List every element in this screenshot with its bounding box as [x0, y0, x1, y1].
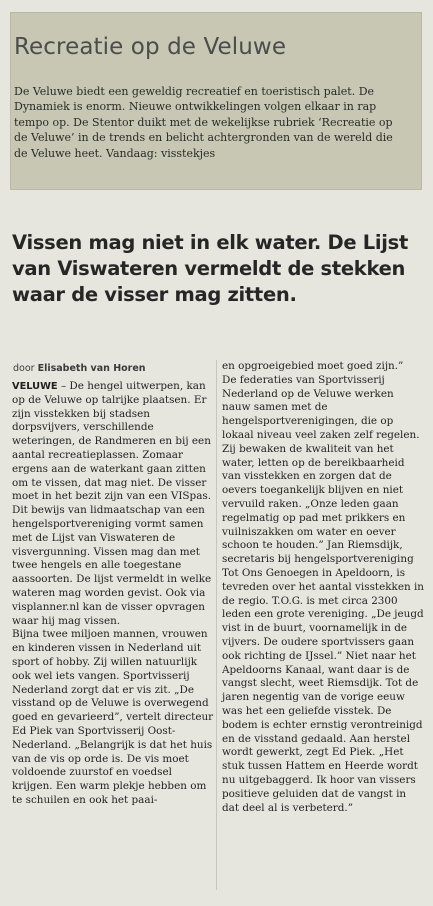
- paragraph-text: – De hengel uitwerpen, kan op de Veluwe op talrijke plaatsen. Er zijn visstekken bij stadsen dorpsvijvers, verschillende weteringen, de Randmeren en bij een aantal recreatieplassen. Zomaar ergens aan de waterkant gaan zitten om te vissen, dat mag niet. De visser moet in het bezit zijn van een VISpas.: [12, 380, 212, 503]
- byline-author: Elisabeth van Horen: [37, 363, 146, 374]
- article-paragraph: Dit bewijs van lidmaatschap van een hengelsportvereniging vormt samen met de Lijst van Viswateren de visvergunning. Vissen mag dan met twee hengels en alle toegestane aassoorten. De lijst vermeldt in welke wateren mag worden gevist. Ook via visplanner.nl kan de visser opvragen waar hij mag vissen.: [12, 504, 212, 627]
- rubric-intro: [14, 84, 404, 161]
- article-paragraph: [12, 380, 215, 504]
- article-paragraph: De federaties van Sportvisserij Nederland op de Veluwe werken nauw samen met de hengelsportverenigingen, die op lokaal niveau veel zaken zelf regelen. Zij bewaken de kwaliteit van het water, letten op de bereikbaarheid van visstekken en zorgen dat de oevers toegankelijk blijven en niet vervuild raken. „Onze leden gaan regelmatig op pad met prikkers en vuilniszakken om water en oever schoon te houden.” Jan Riemsdijk, secretaris bij hengelsportvereniging Tot Ons Genoegen in Apeldoorn, is tevreden over het aantal visstekken in de regio. T.O.G. is met circa 2300 leden een grote vereniging. „De jeugd vist in de buurt, voornamelijk in de vijvers. De oudere sportvissers gaan ook richting de IJssel.” Niet naar het Apeldoorns Kanaal, want daar is de vangst slecht, weet Riemsdijk. Tot de jaren negentig van de vorige eeuw was het een geliefde visstek. De bodem is echter ernstig verontreinigd en de visstand gedaald. Aan herstel wordt gewerkt, zegt Ed Piek. „Het stuk tussen Hattem en Heerde wordt nu uitgebaggerd. Ik hoor van vissers positieve geluiden dat de vangst in dat deel al is verbeterd.”: [222, 373, 424, 814]
- article-paragraph: Bijna twee miljoen mannen, vrouwen en kinderen vissen in Nederland uit sport of hobby. Zij willen natuurlijk ook wel iets vangen. Sportvisserij Nederland zorgt dat er vis zit. „De visstand op de Veluwe is overwegend goed en gevarieerd”, vertelt directeur Ed Piek van Sportvisserij Oost-Nederland. „Belangrijk is dat het huis van de vis op orde is. De vis moet voldoende zuurstof en voedsel krijgen. Een warm plekje hebben om te schuilen en ook het paai-: [12, 628, 214, 806]
- dateline: VELUWE: [12, 381, 58, 392]
- byline-prefix: door: [13, 363, 35, 374]
- article-column-1: [12, 380, 215, 808]
- article-paragraph: en opgroeigebied moet goed zijn.”: [222, 360, 404, 372]
- rubric-title: Recreatie op de Veluwe: [14, 34, 287, 60]
- byline: [13, 363, 146, 374]
- article-column-2: [222, 360, 425, 815]
- column-divider: [216, 360, 217, 890]
- headline: Vissen mag niet in elk water. De Lijst van Viswateren vermeldt de stekken waar de visser mag zitten.: [12, 231, 408, 306]
- rubric-intro-text: De Veluwe biedt een geweldig recreatief en toeristisch palet. De Dynamiek is enorm. Nieuwe ontwikkelingen volgen elkaar in rap tempo op. De Stentor duikt met de wekelijkse rubriek ‘Recreatie op de Veluwe’ in de trends en belicht achtergronden van de wereld die de Veluwe heet. Vandaag: visstekjes: [14, 85, 393, 160]
